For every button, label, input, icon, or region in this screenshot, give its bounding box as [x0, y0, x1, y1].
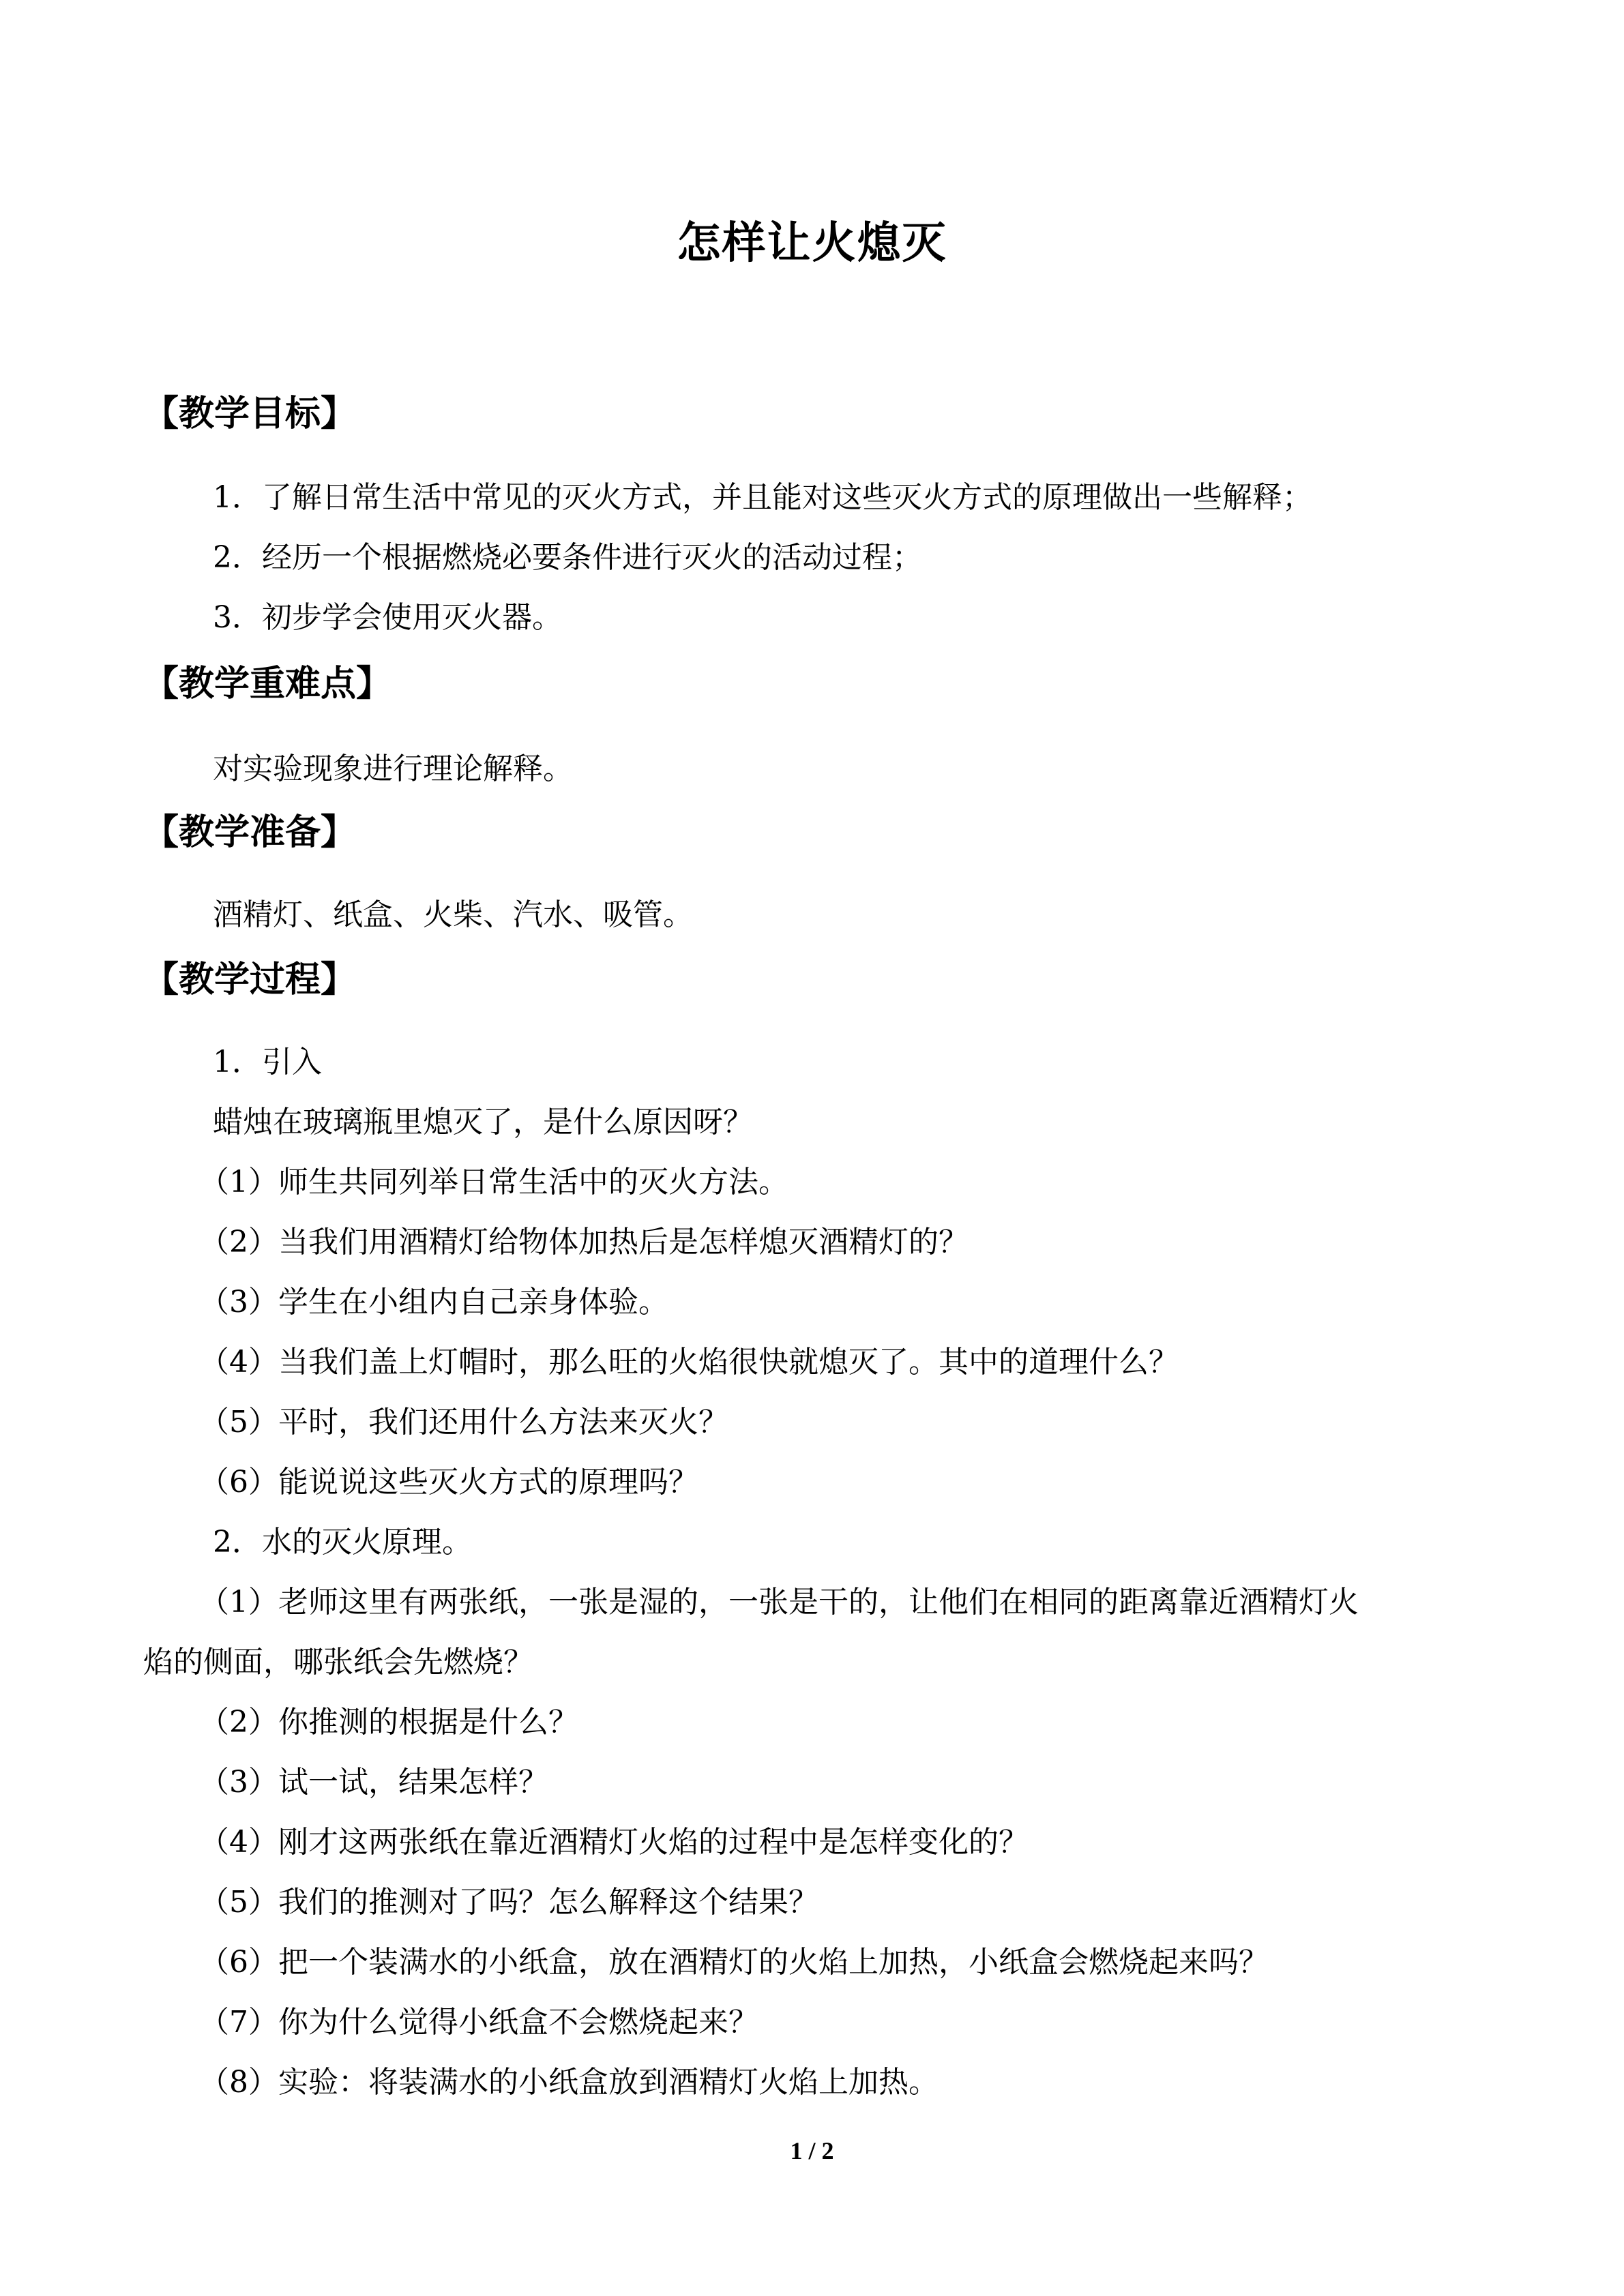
page-number: 1 / 2	[790, 2137, 834, 2164]
section-heading-objectives: 【教学目标】	[143, 393, 357, 434]
process-step: （6）把一个装满水的小纸盒，放在酒精灯的火焰上加热，小纸盒会燃烧起来吗？	[199, 1945, 1269, 1980]
process-step: （5）我们的推测对了吗？怎么解释这个结果？	[199, 1885, 818, 1920]
process-step-continuation: 焰的侧面，哪张纸会先燃烧？	[143, 1645, 533, 1680]
process-step: （4）刚才这两张纸在靠近酒精灯火焰的过程中是怎样变化的？	[199, 1825, 1029, 1860]
process-step: （6）能说说这些灭火方式的原理吗？	[199, 1465, 698, 1500]
document-title: 怎样让火熄灭	[677, 218, 947, 269]
process-step: （5）平时，我们还用什么方法来灭火？	[199, 1405, 728, 1440]
process-part2-title: 2．水的灭火原理。	[213, 1525, 472, 1560]
objective-item: 3．初步学会使用灭火器。	[213, 600, 562, 635]
process-step: （1）老师这里有两张纸，一张是湿的，一张是干的，让他们在相同的距离靠近酒精灯火	[199, 1585, 1359, 1620]
process-step: （7）你为什么觉得小纸盒不会燃烧起来？	[199, 2005, 758, 2040]
process-step: （3）学生在小组内自己亲身体验。	[199, 1285, 668, 1320]
objective-item: 2．经历一个根据燃烧必要条件进行灭火的活动过程；	[213, 540, 922, 575]
process-step: （8）实验：将装满水的小纸盒放到酒精灯火焰上加热。	[199, 2065, 939, 2100]
preparation-text: 酒精灯、纸盒、火柴、汽水、吸管。	[213, 897, 693, 932]
objective-item: 1．了解日常生活中常见的灭火方式，并且能对这些灭火方式的原理做出一些解释；	[213, 480, 1312, 515]
process-step: （1）师生共同列举日常生活中的灭火方法。	[199, 1165, 788, 1199]
process-step: （4）当我们盖上灯帽时，那么旺的火焰很快就熄灭了。其中的道理什么？	[199, 1345, 1179, 1380]
section-heading-preparation: 【教学准备】	[143, 812, 357, 853]
key-points-text: 对实验现象进行理论解释。	[213, 751, 573, 786]
process-step: （2）你推测的根据是什么？	[199, 1705, 578, 1740]
section-heading-process: 【教学过程】	[143, 959, 357, 1000]
process-step: （3）试一试，结果怎样？	[199, 1765, 548, 1800]
process-step: （2）当我们用酒精灯给物体加热后是怎样熄灭酒精灯的？	[199, 1225, 969, 1259]
section-heading-key-points: 【教学重难点】	[143, 664, 392, 704]
process-part1-intro: 蜡烛在玻璃瓶里熄灭了，是什么原因呀？	[213, 1105, 753, 1139]
process-part1-title: 1．引入	[213, 1045, 322, 1079]
